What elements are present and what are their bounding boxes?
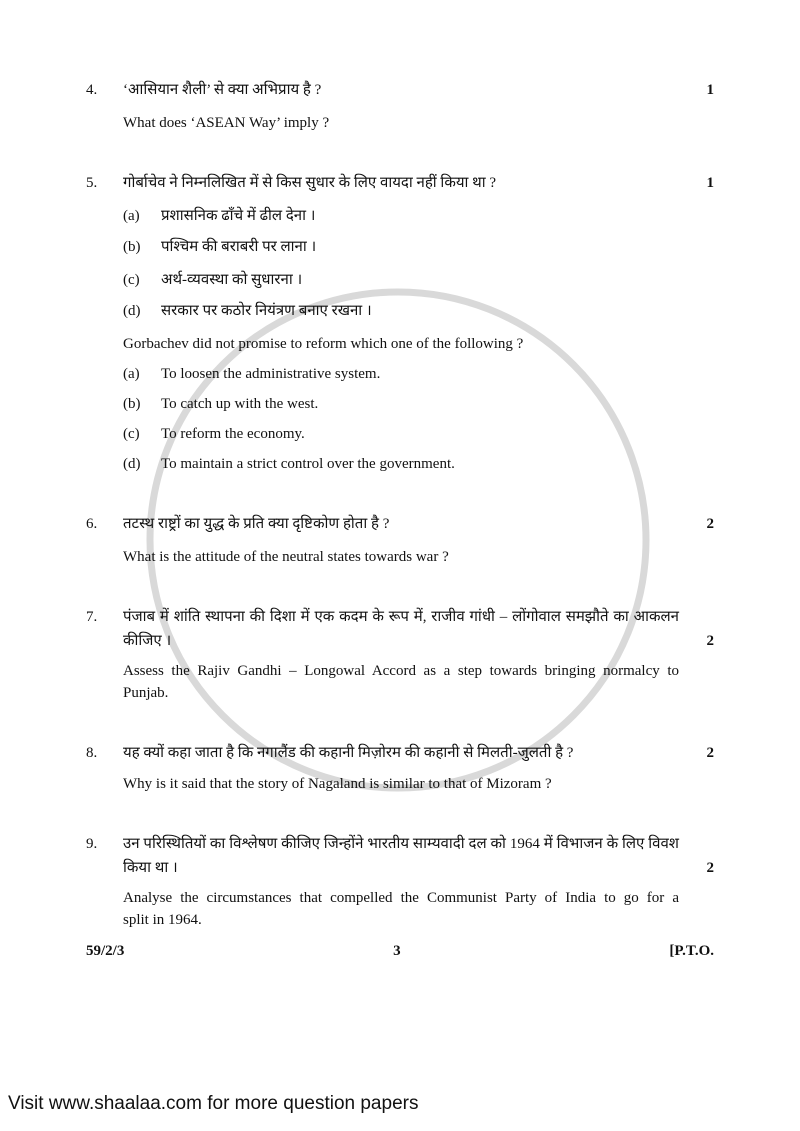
question-number: 5.	[86, 175, 98, 191]
question-4	[86, 81, 714, 132]
option-text: To reform the economy.	[161, 426, 305, 442]
question-english: What is the attitude of the neutral states towards war ?	[123, 549, 449, 565]
question-number: 6.	[86, 516, 98, 532]
option-label: (a)	[123, 366, 140, 382]
question-number: 7.	[86, 609, 98, 625]
question-hindi: गोर्बाचेव ने निम्नलिखित में से किस सुधार के लिए वायदा नहीं किया था ?	[123, 175, 497, 191]
question-marks: 2	[706, 633, 714, 649]
question-5	[86, 174, 714, 473]
option-label: (a)	[123, 208, 140, 224]
question-hindi-line2: कीजिए ।	[123, 633, 172, 649]
question-marks: 1	[706, 82, 714, 98]
question-hindi: ‘आसियान शैली’ से क्या अभिप्राय है ?	[123, 82, 322, 98]
question-7	[86, 608, 714, 702]
option-label: (b)	[123, 239, 141, 255]
question-marks: 2	[706, 516, 714, 532]
question-8	[86, 744, 714, 793]
question-english: Why is it said that the story of Nagaland is similar to that of Mizoram ?	[123, 776, 552, 792]
question-6	[86, 515, 714, 566]
question-number: 8.	[86, 745, 98, 761]
question-hindi: यह क्यों कहा जाता है कि नगालैंड की कहानी मिज़ोरम की कहानी से मिलती-जुलती है ?	[123, 745, 574, 761]
option-label: (b)	[123, 396, 141, 412]
question-english-line2: split in 1964.	[123, 912, 202, 928]
bottom-promo-link[interactable]: Visit www.shaalaa.com for more question papers	[8, 1093, 419, 1114]
page-footer	[86, 942, 714, 960]
question-number: 9.	[86, 836, 98, 852]
option-label: (d)	[123, 303, 141, 319]
option-label: (d)	[123, 456, 141, 472]
option-text: प्रशासनिक ढाँचे में ढील देना ।	[161, 208, 316, 224]
question-hindi-line2: किया था ।	[123, 860, 178, 876]
question-english-line2: Punjab.	[123, 685, 169, 701]
question-9	[86, 835, 714, 929]
question-english-line1: Analyse the circumstances that compelled the Communist Party of India to go for a	[123, 890, 679, 906]
question-hindi: तटस्थ राष्ट्रों का युद्ध के प्रति क्या दृष्टिकोण होता है ?	[123, 516, 390, 532]
option-text: To loosen the administrative system.	[161, 366, 381, 382]
question-hindi-line1: पंजाब में शांति स्थापना की दिशा में एक कदम के रूप में, राजीव गांधी – लोंगोवाल समझौते का आकलन	[123, 609, 679, 625]
question-english: What does ‘ASEAN Way’ imply ?	[123, 115, 330, 131]
question-marks: 1	[706, 175, 714, 191]
question-english: Gorbachev did not promise to reform which one of the following ?	[123, 336, 524, 352]
option-text: To maintain a strict control over the government.	[161, 456, 455, 472]
question-number: 4.	[86, 82, 98, 98]
option-text: अर्थ-व्यवस्था को सुधारना ।	[161, 272, 303, 288]
question-marks: 2	[706, 860, 714, 876]
option-text: पश्चिम की बराबरी पर लाना ।	[161, 239, 317, 255]
question-english-line1: Assess the Rajiv Gandhi – Longowal Accord as a step towards bringing normalcy to	[123, 663, 679, 679]
paper-code: 59/2/3	[86, 943, 125, 959]
page-number: 3	[393, 943, 401, 959]
pto-label: [P.T.O.	[669, 943, 714, 959]
question-list	[86, 81, 714, 960]
option-label: (c)	[123, 426, 140, 442]
question-hindi-line1: उन परिस्थितियों का विश्लेषण कीजिए जिन्होंने भारतीय साम्यवादी दल को 1964 में विभाजन के लिए विवश	[123, 836, 679, 852]
option-text: सरकार पर कठोर नियंत्रण बनाए रखना ।	[161, 303, 372, 319]
question-marks: 2	[706, 745, 714, 761]
option-label: (c)	[123, 272, 140, 288]
option-text: To catch up with the west.	[161, 396, 319, 412]
